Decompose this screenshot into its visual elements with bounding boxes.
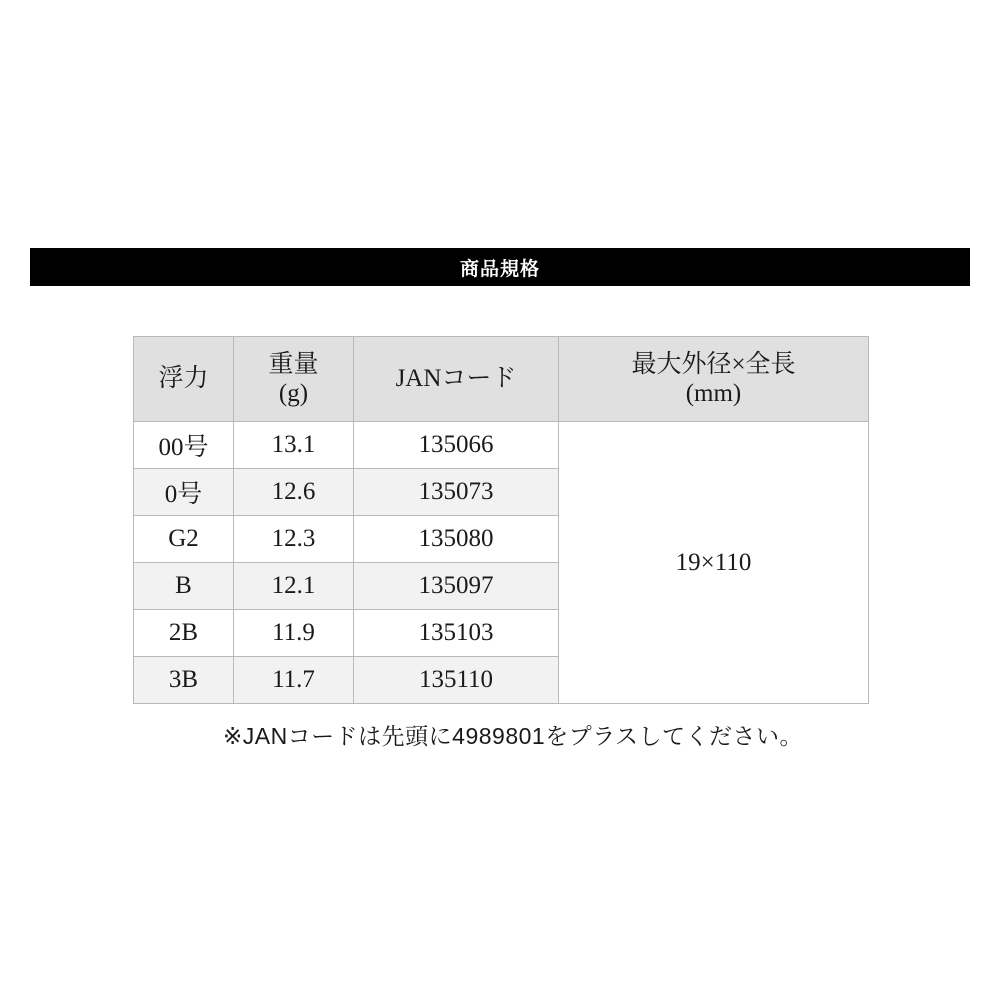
column-header-dimensions-line1: 最大外径×全長 (631, 350, 796, 378)
cell-weight: 12.6 (234, 469, 354, 516)
cell-weight: 12.3 (234, 516, 354, 563)
section-header-bar (30, 248, 970, 286)
cell-jan: 135066 (354, 422, 559, 469)
cell-buoyancy: G2 (134, 516, 234, 563)
table-header-row (134, 337, 869, 422)
cell-buoyancy: 00号 (134, 422, 234, 469)
cell-jan: 135073 (354, 469, 559, 516)
table-footnote: ※JANコードは先頭に4989801をプラスしてください。 (222, 723, 804, 749)
column-header-buoyancy: 浮力 (134, 337, 234, 422)
section-title: 商品規格 (459, 258, 540, 280)
cell-buoyancy: 2B (134, 610, 234, 657)
cell-jan: 135110 (354, 657, 559, 704)
column-header-weight (234, 337, 354, 422)
cell-jan: 135080 (354, 516, 559, 563)
column-header-jan: JANコード (354, 337, 559, 422)
cell-weight: 12.1 (234, 563, 354, 610)
cell-buoyancy: 0号 (134, 469, 234, 516)
cell-weight: 13.1 (234, 422, 354, 469)
column-header-dimensions (559, 337, 869, 422)
cell-jan: 135097 (354, 563, 559, 610)
cell-dimensions: 19×110 (559, 422, 869, 704)
table-header (134, 337, 869, 422)
cell-jan: 135103 (354, 610, 559, 657)
spec-table-container (133, 336, 868, 704)
cell-weight: 11.9 (234, 610, 354, 657)
column-header-weight-line1: 重量 (268, 350, 319, 378)
spec-table (133, 336, 869, 704)
column-header-dimensions-line2: (mm) (685, 380, 742, 407)
table-body (134, 422, 869, 704)
cell-weight: 11.7 (234, 657, 354, 704)
cell-buoyancy: 3B (134, 657, 234, 704)
cell-buoyancy: B (134, 563, 234, 610)
column-header-weight-line2: (g) (278, 380, 309, 407)
table-row (134, 422, 869, 469)
